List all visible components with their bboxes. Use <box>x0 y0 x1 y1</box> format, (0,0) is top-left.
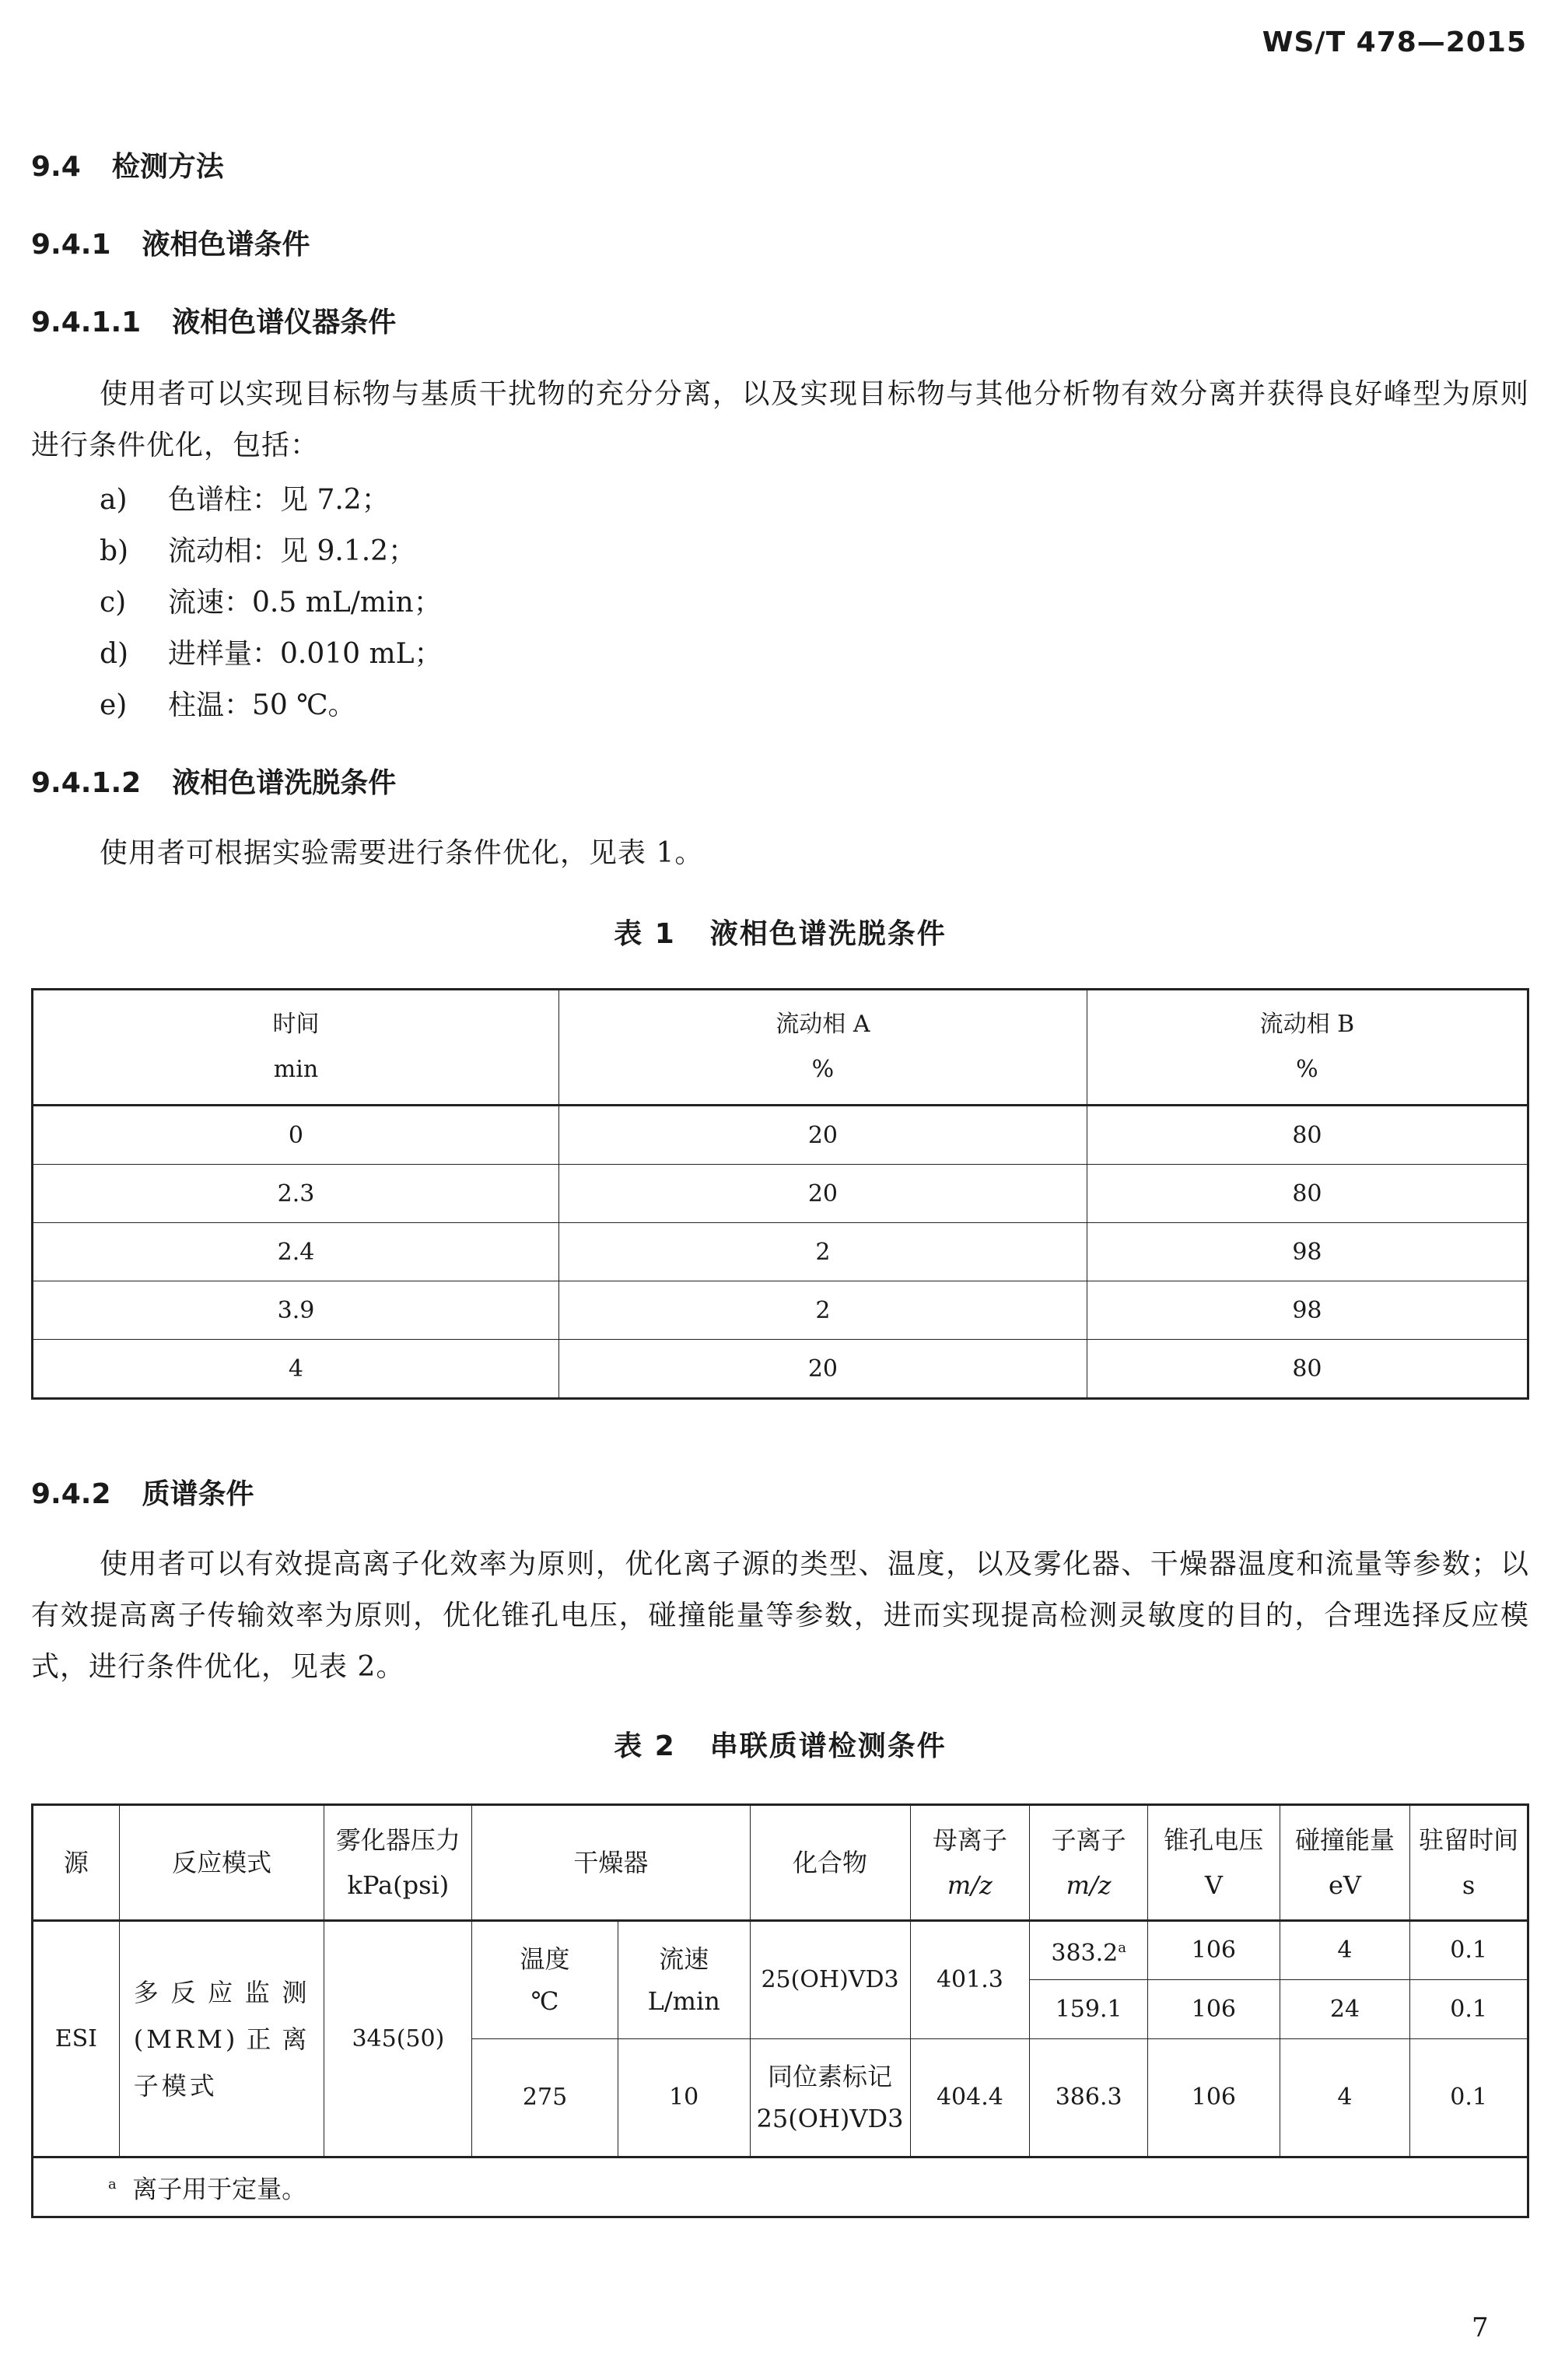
header-retention-time: 驻留时间 s <box>1410 1805 1528 1921</box>
cell-time: 2.4 <box>33 1223 559 1281</box>
list-mark: a) <box>100 484 128 516</box>
section-heading-9-4 <box>31 145 224 184</box>
list-item-c <box>100 580 442 620</box>
cell-compound: 25(OH)VD3 <box>750 1921 910 2039</box>
list-item-d <box>100 632 443 671</box>
cell-dryer-temp: 275 <box>472 2039 618 2157</box>
list-mark: d) <box>100 638 129 670</box>
cell-phase-a: 2 <box>558 1223 1087 1281</box>
cell-phase-a: 20 <box>558 1340 1087 1399</box>
cell-time: 3.9 <box>33 1281 559 1340</box>
table-number: 表 2 <box>614 1730 676 1762</box>
header-compound: 化合物 <box>750 1805 910 1921</box>
list-item-e <box>100 683 356 723</box>
cell-phase-b: 80 <box>1087 1165 1528 1223</box>
cell-phase-b: 80 <box>1087 1106 1528 1165</box>
section-heading-9-4-1 <box>31 223 310 262</box>
header-phase-b: 流动相 B % <box>1087 990 1528 1106</box>
section-heading-9-4-2 <box>31 1472 254 1512</box>
cell-parent-ion: 404.4 <box>910 2039 1030 2157</box>
header-parent-ion: 母离子 m/z <box>910 1805 1030 1921</box>
list-mark: e) <box>100 689 128 721</box>
cell-compound: 同位素标记 25(OH)VD3 <box>750 2039 910 2157</box>
cell-collision-energy: 4 <box>1280 1921 1410 1980</box>
cell-dryer-temp-label: 温度 ℃ <box>472 1921 618 2039</box>
paragraph-9-4-2: 使用者可以有效提高离子化效率为原则，优化离子源的类型、温度，以及雾化器、干燥器温度和流量等参数；以有效提高离子传输效率为原则，优化锥孔电压，碰撞能量等参数，进而实现提高检测灵敏度的目的，合理选择反应模式，进行条件优化，见表 2。 <box>31 1548 1529 1683</box>
cell-source: ESI <box>33 1921 120 2157</box>
header-child-ion: 子离子 m/z <box>1030 1805 1148 1921</box>
header-mode: 反应模式 <box>119 1805 324 1921</box>
footnote-mark: a <box>1118 1939 1126 1956</box>
table-footnote-row <box>33 2157 1528 2217</box>
cell-parent-ion: 401.3 <box>910 1921 1030 2039</box>
section-title: 液相色谱洗脱条件 <box>172 767 397 799</box>
cell-cone-voltage: 106 <box>1148 1921 1280 1980</box>
doc-code: WS/T 478—2015 <box>1262 26 1527 58</box>
list-text: 流动相：见 9.1.2； <box>168 535 417 567</box>
section-number: 9.4.1 <box>31 229 111 261</box>
header-phase-a: 流动相 A % <box>558 990 1087 1106</box>
header-time: 时间 min <box>33 990 559 1106</box>
section-number: 9.4 <box>31 151 81 183</box>
paragraph-9-4-1-1: 使用者可以实现目标物与基质干扰物的充分分离，以及实现目标物与其他分析物有效分离并获得良好峰型为原则进行条件优化，包括： <box>31 378 1529 461</box>
cell-cone-voltage: 106 <box>1148 1980 1280 2039</box>
table-header-row <box>33 1805 1528 1921</box>
cell-mode: 多反应监测(MRM)正离子模式 <box>119 1921 324 2157</box>
section-heading-9-4-1-1 <box>31 300 396 340</box>
section-heading-9-4-1-2 <box>31 761 396 801</box>
cell-cone-voltage: 106 <box>1148 2039 1280 2157</box>
cell-phase-a: 2 <box>558 1281 1087 1340</box>
page-number: 7 <box>1472 2312 1489 2343</box>
cell-child-ion: 383.2$^a$ <box>1030 1921 1148 1980</box>
cell-dryer-flow-label: 流速 L/min <box>618 1921 750 2039</box>
header-source: 源 <box>33 1805 120 1921</box>
elution-table <box>31 988 1529 1400</box>
cell-phase-b: 98 <box>1087 1223 1528 1281</box>
list-mark: b) <box>100 535 129 567</box>
list-text: 进样量：0.010 mL； <box>168 638 443 670</box>
cell-phase-a: 20 <box>558 1165 1087 1223</box>
list-text: 柱温：50 ℃。 <box>168 689 356 721</box>
cell-time: 2.3 <box>33 1165 559 1223</box>
table-row <box>33 1281 1528 1340</box>
list-item-b <box>100 529 416 569</box>
table-row <box>33 1921 1528 1980</box>
table-footnote <box>33 2157 1528 2217</box>
cell-nebulizer: 345(50) <box>324 1921 472 2157</box>
table-row <box>33 1223 1528 1281</box>
cell-dryer-flow: 10 <box>618 2039 750 2157</box>
paragraph-9-4-1-2: 使用者可根据实验需要进行条件优化，见表 1。 <box>100 837 704 869</box>
footnote-mark: a <box>108 2176 117 2193</box>
cell-time: 0 <box>33 1106 559 1165</box>
list-mark: c) <box>100 587 127 619</box>
table-caption: 液相色谱洗脱条件 <box>709 918 947 950</box>
cell-child-ion: 159.1 <box>1030 1980 1148 2039</box>
section-title: 质谱条件 <box>142 1478 254 1510</box>
cell-phase-b: 80 <box>1087 1340 1528 1399</box>
header-nebulizer: 雾化器压力 kPa(psi) <box>324 1805 472 1921</box>
section-number: 9.4.2 <box>31 1478 111 1510</box>
cell-phase-a: 20 <box>558 1106 1087 1165</box>
section-title: 检测方法 <box>111 151 224 183</box>
cell-retention-time: 0.1 <box>1410 1980 1528 2039</box>
header-cone-voltage: 锥孔电压 V <box>1148 1805 1280 1921</box>
header-dryer: 干燥器 <box>472 1805 750 1921</box>
table-row <box>33 1106 1528 1165</box>
table2-title <box>31 1724 1529 1764</box>
section-number: 9.4.1.2 <box>31 767 142 799</box>
section-title: 液相色谱条件 <box>142 229 310 261</box>
table-caption: 串联质谱检测条件 <box>709 1730 947 1762</box>
table-number: 表 1 <box>614 918 676 950</box>
header-collision-energy: 碰撞能量 eV <box>1280 1805 1410 1921</box>
cell-retention-time: 0.1 <box>1410 2039 1528 2157</box>
list-text: 流速：0.5 mL/min； <box>168 587 442 619</box>
cell-retention-time: 0.1 <box>1410 1921 1528 1980</box>
footnote-text: 离子用于定量。 <box>132 2174 307 2204</box>
section-number: 9.4.1.1 <box>31 307 142 338</box>
table1-title <box>31 912 1529 952</box>
cell-collision-energy: 24 <box>1280 1980 1410 2039</box>
ms-conditions-table <box>31 1803 1529 2218</box>
cell-phase-b: 98 <box>1087 1281 1528 1340</box>
table-row <box>33 1340 1528 1399</box>
list-text: 色谱柱：见 7.2； <box>168 484 390 516</box>
table-row <box>33 1165 1528 1223</box>
list-item-a <box>100 478 390 517</box>
section-title: 液相色谱仪器条件 <box>172 307 397 338</box>
table-header-row <box>33 990 1528 1106</box>
cell-time: 4 <box>33 1340 559 1399</box>
cell-child-ion: 386.3 <box>1030 2039 1148 2157</box>
cell-collision-energy: 4 <box>1280 2039 1410 2157</box>
